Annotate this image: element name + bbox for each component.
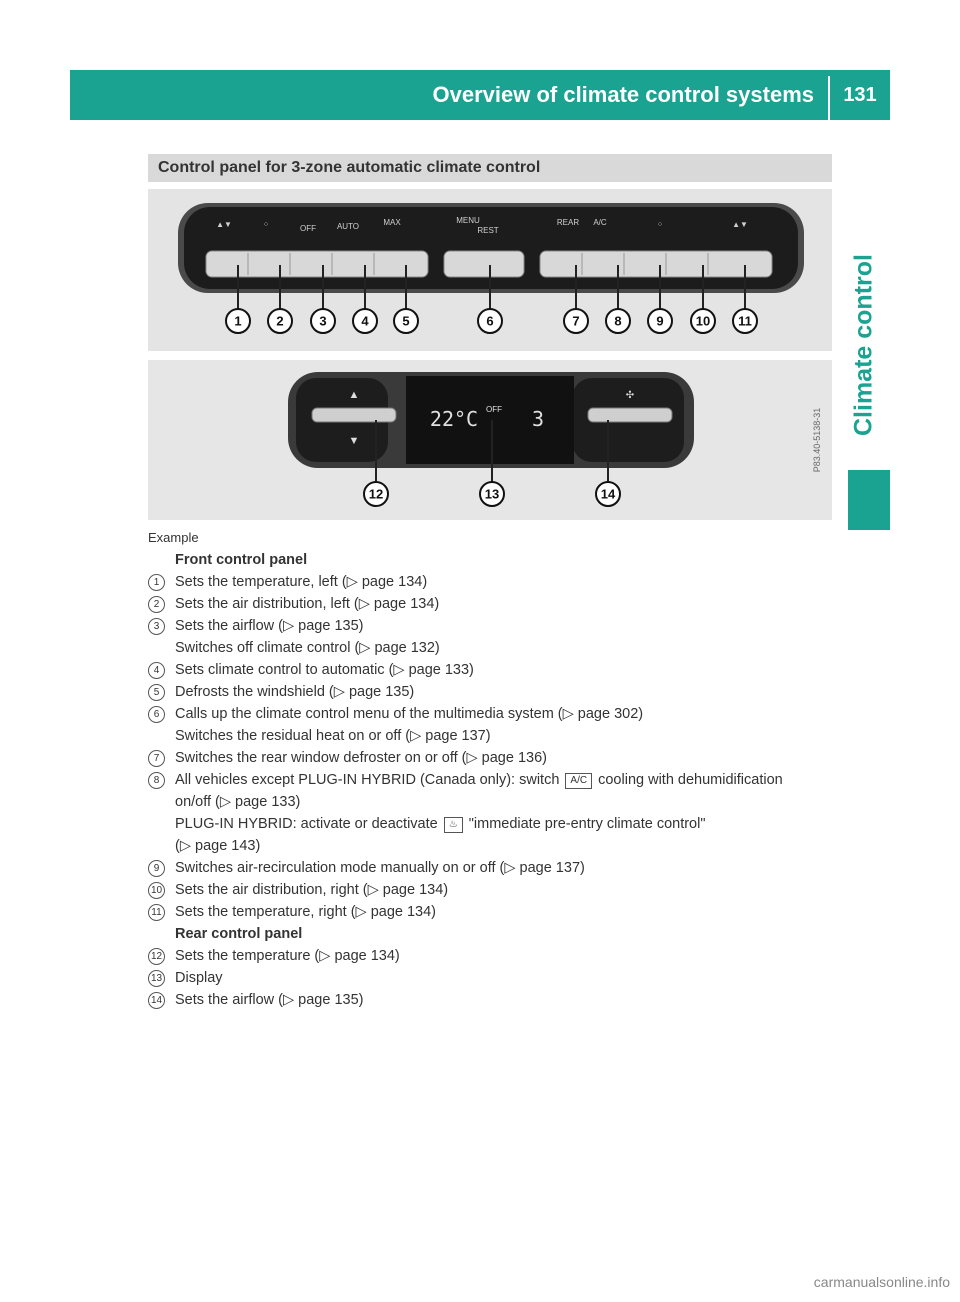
page-number: 131 [843, 84, 877, 106]
legend-text: Sets climate control to automatic (▷ page 133) [175, 662, 474, 678]
page-header [70, 70, 890, 120]
callout-number: 4 [361, 313, 369, 329]
legend-text: cooling with dehumidification [594, 772, 783, 788]
legend-item-3 [148, 615, 848, 659]
front-panel-illustration [148, 189, 832, 351]
front-button-label: MAX [383, 218, 401, 227]
callout-number: 5 [402, 313, 410, 329]
callout-number: 14 [600, 486, 616, 502]
legend-text: Defrosts the windshield (▷ page 135) [175, 684, 415, 700]
legend-number: 2 [148, 596, 165, 613]
legend-text: Switches air-recirculation mode manually on or off (▷ page 137) [175, 860, 585, 876]
section-heading: Control panel for 3-zone automatic climate control [148, 154, 832, 182]
legend-subhead: Rear control panel [175, 926, 303, 942]
rear-display-off: OFF [486, 405, 502, 414]
callout-number: 8 [614, 313, 622, 329]
callout-number: 13 [484, 486, 500, 502]
callout-number: 10 [695, 313, 711, 329]
callout-number: 6 [486, 313, 494, 329]
figure-code: P83.40-5138-31 [812, 407, 822, 473]
side-tab-marker [848, 470, 890, 530]
legend-text: Sets the air distribution, left (▷ page 134) [175, 596, 440, 612]
legend-item-9 [148, 857, 848, 879]
pre-entry-climate-icon: ♨ [444, 817, 463, 833]
legend-text: Sets the air distribution, right (▷ page 134) [175, 882, 449, 898]
legend-item-13 [148, 967, 848, 989]
legend-number: 5 [148, 684, 165, 701]
legend-item-6 [148, 703, 848, 747]
rear-down-arrow-icon: ▼ [348, 435, 360, 447]
callout-number: 11 [738, 313, 752, 329]
legend-item-4 [148, 659, 848, 681]
legend-text: on/off (▷ page 133) [175, 794, 301, 810]
legend-text: All vehicles except PLUG-IN HYBRID (Canada only): switch [175, 772, 564, 788]
front-button-label: AUTO [336, 222, 360, 231]
legend-subhead: Front control panel [175, 552, 308, 568]
front-button-label: REAR [556, 218, 580, 227]
legend-text: Switches the rear window defroster on or off (▷ page 136) [175, 750, 547, 766]
legend-item-2 [148, 593, 848, 615]
rear-panel-illustration [148, 360, 832, 520]
legend-item-12 [148, 945, 848, 967]
rear-display-fan: 3 [531, 407, 545, 431]
legend-text: Sets the temperature (▷ page 134) [175, 948, 400, 964]
callout-number: 9 [656, 313, 664, 329]
legend-item-5 [148, 681, 848, 703]
legend-item-14 [148, 989, 848, 1011]
front-button-label: ⁘ [656, 220, 664, 229]
legend-text: Switches the residual heat on or off (▷ page 137) [175, 728, 491, 744]
rear-fan-icon: ✣ [625, 390, 635, 401]
legend-number: 14 [148, 992, 165, 1009]
legend-list [148, 549, 848, 1011]
callout-number: 12 [368, 486, 384, 502]
legend-number: 10 [148, 882, 165, 899]
front-button-label: REST [477, 226, 499, 235]
header-title: Overview of climate control systems [432, 82, 814, 107]
callout-number: 2 [276, 313, 284, 329]
legend-number: 8 [148, 772, 165, 789]
side-tab-label: Climate control [849, 254, 878, 436]
front-panel-figure [148, 189, 832, 351]
front-button-label: A/C [593, 218, 607, 227]
legend-number: 1 [148, 574, 165, 591]
legend-text: Sets the airflow (▷ page 135) [175, 992, 364, 1008]
legend-text: (▷ page 143) [175, 838, 261, 854]
legend-number: 7 [148, 750, 165, 767]
legend-number: 3 [148, 618, 165, 635]
legend-number: 6 [148, 706, 165, 723]
front-button-label: MENU [456, 216, 480, 225]
ac-button-icon: A/C [565, 773, 592, 789]
legend-item-1 [148, 571, 848, 593]
legend-text: Display [175, 970, 223, 986]
legend-text: Sets the temperature, left (▷ page 134) [175, 574, 428, 590]
legend-item-8 [148, 769, 848, 857]
figure-caption: Example [148, 530, 199, 545]
legend-text: Sets the temperature, right (▷ page 134) [175, 904, 437, 920]
legend-number: 9 [148, 860, 165, 877]
front-button-label: OFF [300, 224, 316, 233]
legend-text: Calls up the climate control menu of the multimedia system (▷ page 302) [175, 706, 644, 722]
legend-item-10 [148, 879, 848, 901]
legend-number: 4 [148, 662, 165, 679]
front-button-label: ⁘ [262, 220, 270, 229]
legend-number: 11 [148, 904, 165, 921]
rear-up-arrow-icon: ▲ [348, 389, 360, 401]
callout-number: 3 [319, 313, 327, 329]
legend-text: Switches off climate control (▷ page 132) [175, 640, 440, 656]
legend-item-7 [148, 747, 848, 769]
legend-number: 13 [148, 970, 165, 987]
front-button-label: ▲▼ [216, 220, 232, 229]
callout-number: 1 [234, 313, 242, 329]
front-button-label: ▲▼ [732, 220, 748, 229]
rear-display-temp: 22°C [429, 407, 479, 431]
legend-text: PLUG-IN HYBRID: activate or deactivate [175, 816, 442, 832]
footer-watermark: carmanualsonline.info [813, 1274, 950, 1290]
legend-number: 12 [148, 948, 165, 965]
legend-item-11 [148, 901, 848, 923]
rear-panel-figure [148, 360, 832, 520]
legend-text: "immediate pre-entry climate control" [464, 816, 706, 832]
legend-text: Sets the airflow (▷ page 135) [175, 618, 364, 634]
callout-number: 7 [572, 313, 580, 329]
